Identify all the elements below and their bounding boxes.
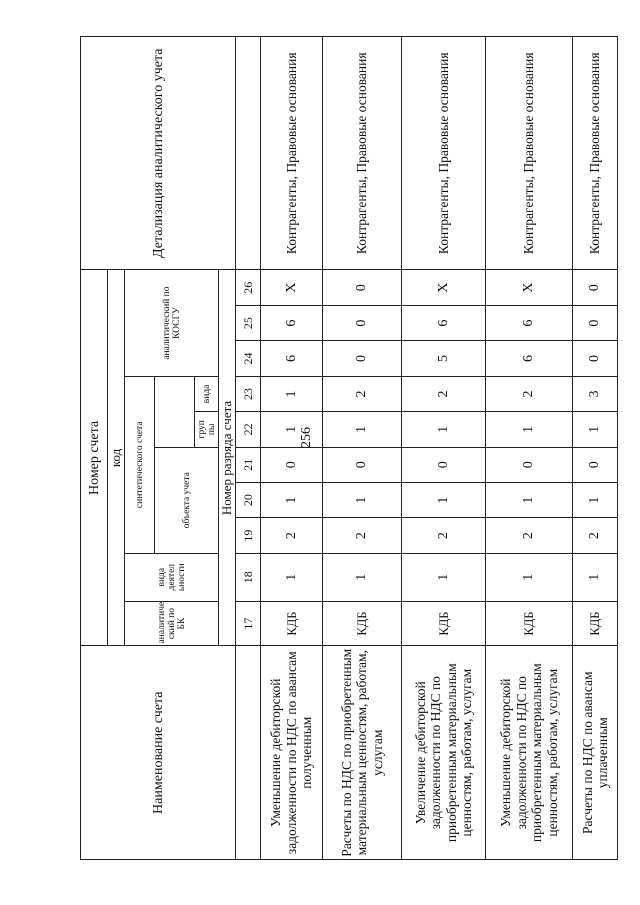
row-code-cell: 6 <box>261 341 323 376</box>
row-code-cell: 0 <box>323 305 402 340</box>
row-account-name: Уменьшение дебиторской задолженности по НДС по приобретенным материальным ценностям, работам, услугам <box>486 646 573 860</box>
header-analytic-kosgu: аналитический по КОСГУ <box>125 270 219 376</box>
row-code-cell: 0 <box>573 447 618 482</box>
header-digit-number: Номер разряда счета <box>219 270 236 646</box>
row-code-cell: 1 <box>261 482 323 517</box>
row-analytic-details: Контрагенты, Правовые основания <box>323 37 402 270</box>
row-account-name: Уменьшение дебиторской задолженности по НДС по авансам полученным <box>261 646 323 860</box>
row-code-cell: 1 <box>402 412 486 447</box>
row-code-cell: 0 <box>486 447 573 482</box>
row-code-cell: КДБ <box>402 601 486 646</box>
row-code-cell: 2 <box>261 518 323 553</box>
table-row <box>323 37 402 860</box>
column-number: 24 <box>236 341 261 376</box>
column-number: 25 <box>236 305 261 340</box>
row-code-cell: 1 <box>323 553 402 601</box>
row-code-cell: 0 <box>323 341 402 376</box>
header-account-name: Наименование счета <box>81 646 236 860</box>
row-code-cell: 2 <box>573 518 618 553</box>
column-number-blank-left <box>236 646 261 860</box>
row-code-cell: КДБ <box>261 601 323 646</box>
column-number: 26 <box>236 270 261 305</box>
row-code-cell: 2 <box>486 518 573 553</box>
header-kind: вида <box>195 376 219 411</box>
row-code-cell: 1 <box>573 553 618 601</box>
row-code-cell: 3 <box>573 376 618 411</box>
table-row <box>402 37 486 860</box>
row-code-cell: 1 <box>402 482 486 517</box>
row-account-name: Расчеты по НДС по авансам уплаченным <box>573 646 618 860</box>
row-code-cell: Х <box>261 270 323 305</box>
row-code-cell: 2 <box>323 376 402 411</box>
row-code-cell: 0 <box>573 305 618 340</box>
row-analytic-details: Контрагенты, Правовые основания <box>402 37 486 270</box>
row-code-cell: 2 <box>402 376 486 411</box>
header-group: груп пы <box>195 412 219 447</box>
row-account-name: Расчеты по НДС по приобретенным материальным ценностям, работам, услугам <box>323 646 402 860</box>
row-code-cell: 1 <box>573 412 618 447</box>
row-code-cell: 5 <box>402 341 486 376</box>
row-code-cell: 6 <box>486 341 573 376</box>
header-account-number: Номер счета <box>81 270 108 646</box>
table-row <box>261 37 323 860</box>
column-number: 22 <box>236 412 261 447</box>
row-code-cell: 6 <box>261 305 323 340</box>
header-synthetic: синтетического счета <box>125 376 155 553</box>
row-code-cell: 1 <box>402 553 486 601</box>
row-analytic-details: Контрагенты, Правовые основания <box>261 37 323 270</box>
table-row <box>486 37 573 860</box>
row-code-cell: 1 <box>261 412 323 447</box>
row-code-cell: 6 <box>402 305 486 340</box>
header-analytic-bk: аналитиче ский по БК <box>125 601 219 646</box>
row-code-cell: 2 <box>323 518 402 553</box>
table-row <box>573 37 618 860</box>
row-account-name: Увеличение дебиторской задолженности по НДС по приобретенным материальным ценностям, работам, услугам <box>402 646 486 860</box>
row-code-cell: КДБ <box>573 601 618 646</box>
row-code-cell: 0 <box>323 447 402 482</box>
row-code-cell: 1 <box>323 412 402 447</box>
row-code-cell: 0 <box>573 270 618 305</box>
row-code-cell: 1 <box>486 553 573 601</box>
column-number-blank-right <box>236 37 261 270</box>
row-code-cell: 0 <box>573 341 618 376</box>
header-row-1 <box>81 37 108 860</box>
column-number: 23 <box>236 376 261 411</box>
document-sheet <box>80 36 610 860</box>
row-code-cell: 1 <box>261 376 323 411</box>
row-code-cell: 2 <box>486 376 573 411</box>
header-analytic-details: Детализация аналитического учета <box>81 37 236 270</box>
column-number: 19 <box>236 518 261 553</box>
page-number: 256 <box>299 427 314 448</box>
row-code-cell: 1 <box>261 553 323 601</box>
row-code-cell: КДБ <box>486 601 573 646</box>
row-code-cell: КДБ <box>323 601 402 646</box>
row-code-cell: Х <box>486 270 573 305</box>
row-code-cell: 1 <box>486 412 573 447</box>
header-synthetic-spacer <box>155 376 195 447</box>
row-analytic-details: Контрагенты, Правовые основания <box>573 37 618 270</box>
row-code-cell: 6 <box>486 305 573 340</box>
column-number: 17 <box>236 601 261 646</box>
row-analytic-details: Контрагенты, Правовые основания <box>486 37 573 270</box>
row-code-cell: 0 <box>261 447 323 482</box>
row-code-cell: Х <box>402 270 486 305</box>
row-code-cell: 2 <box>402 518 486 553</box>
row-code-cell: 0 <box>402 447 486 482</box>
column-number: 18 <box>236 553 261 601</box>
header-accounting-object: объекта учета <box>155 447 219 553</box>
column-number: 20 <box>236 482 261 517</box>
header-activity-type: вида деятел ьности <box>125 553 219 601</box>
row-code-cell: 1 <box>573 482 618 517</box>
column-number: 21 <box>236 447 261 482</box>
row-code-cell: 1 <box>486 482 573 517</box>
row-code-cell: 0 <box>323 270 402 305</box>
header-code: код <box>108 270 125 646</box>
accounts-table <box>80 36 618 860</box>
row-code-cell: 1 <box>323 482 402 517</box>
column-number-row <box>236 37 261 860</box>
